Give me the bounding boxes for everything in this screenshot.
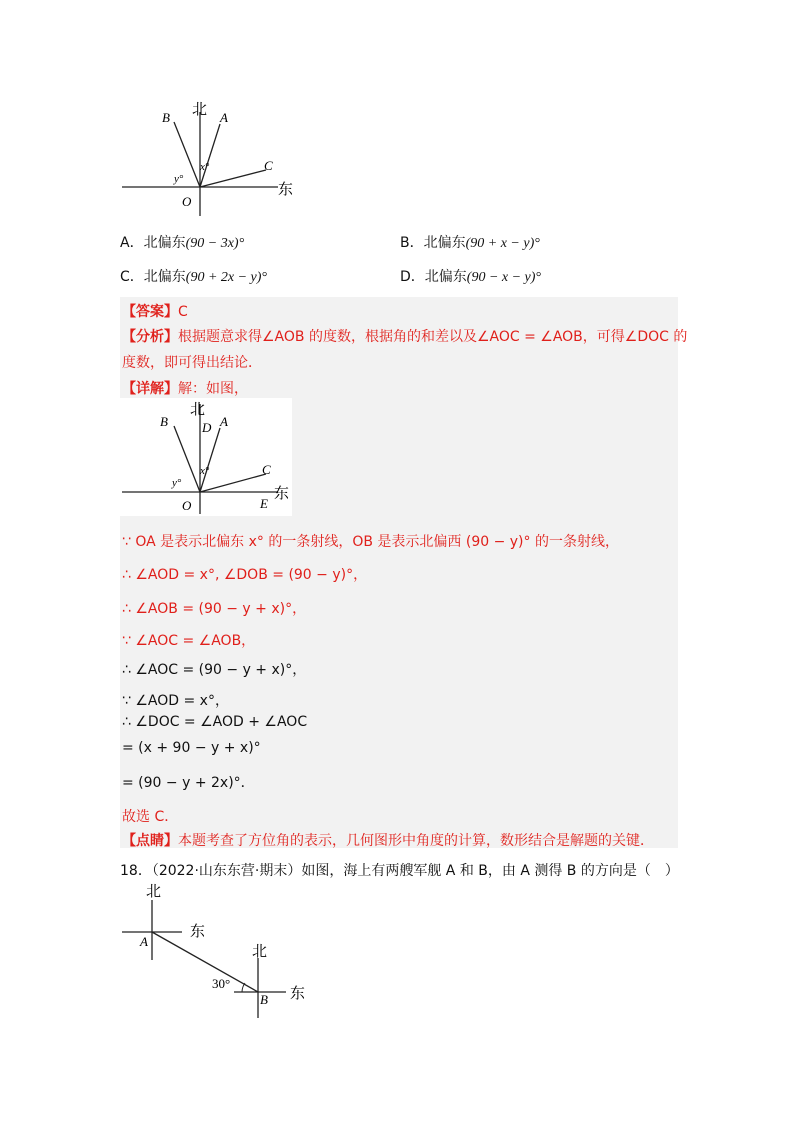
fig3-angle-label: 30° <box>212 976 231 991</box>
fig2-label-e: E <box>260 496 268 511</box>
comment-line: 【点睛】本题考查了方位角的表示，几何图形中角度的计算，数形结合是解题的关键． <box>122 833 654 849</box>
fig2-label-o: O <box>182 498 192 513</box>
solution-step-9: = (90 − y + 2x)°． <box>122 775 255 791</box>
solution-step-8: = (x + 90 − y + x)° <box>122 740 261 756</box>
option-c: C．北偏东(90 + 2x − y)° <box>120 269 268 285</box>
option-b: B．北偏东(90 + x − y)° <box>400 235 540 251</box>
fig1-east: 东 <box>278 182 294 198</box>
fig1-north: 北 <box>192 102 208 118</box>
conclusion-line: 故选 C． <box>122 809 179 825</box>
fig1-label-a: A <box>220 110 228 125</box>
fig3-north-b: 北 <box>252 944 268 960</box>
fig1-label-x: x° <box>200 161 210 173</box>
analysis-line-2: 度数，即可得出结论． <box>122 355 262 371</box>
fig3-label-b: B <box>260 992 268 1007</box>
fig1-label-c: C <box>264 158 273 173</box>
solution-step-3: ∴ ∠AOB = (90 − y + x)°， <box>122 601 307 617</box>
fig2-label-c: C <box>262 462 271 477</box>
fig2-label-x: x° <box>200 465 210 477</box>
option-d: D．北偏东(90 − x − y)° <box>400 269 542 285</box>
answer-line: 【答案】C <box>122 304 188 320</box>
fig3-east-b: 东 <box>290 986 306 1002</box>
fig3-label-a: A <box>140 934 148 949</box>
detail-line: 【详解】解：如图， <box>122 381 248 397</box>
solution-step-5: ∴ ∠AOC = (90 − y + x)°， <box>122 662 307 678</box>
option-a: A．北偏东(90 − 3x)° <box>120 235 245 251</box>
solution-step-2: ∴ ∠AOD = x°, ∠DOB = (90 − y)°， <box>122 567 368 583</box>
figure-3-diagram <box>118 880 328 1020</box>
figure-2-diagram <box>120 398 292 516</box>
fig1-label-b: B <box>162 110 170 125</box>
fig2-label-d: D <box>202 420 212 435</box>
solution-step-7: ∴ ∠DOC = ∠AOD + ∠AOC <box>122 714 308 730</box>
analysis-line-1: 【分析】根据题意求得∠AOB 的度数，根据角的和差以及∠AOC = ∠AOB，可得∠DOC 的 <box>122 329 688 345</box>
fig3-north-a: 北 <box>146 884 162 900</box>
solution-step-1: ∵ OA 是表示北偏东 x° 的一条射线，OB 是表示北偏西 (90 − y)° 的一条射线， <box>122 534 619 550</box>
fig2-east: 东 <box>274 486 290 502</box>
fig2-north: 北 <box>190 402 206 418</box>
fig1-label-o: O <box>182 194 192 209</box>
solution-step-6: ∵ ∠AOD = x°， <box>122 693 229 709</box>
question-18-text: 18．（2022·山东东营·期末）如图，海上有两艘军舰 A 和 B，由 A 测得 B 的方向是（ ） <box>120 863 679 879</box>
solution-step-4: ∵ ∠AOC = ∠AOB， <box>122 633 256 649</box>
fig1-label-y: y° <box>174 173 184 185</box>
fig2-label-y: y° <box>172 477 182 489</box>
figure-1-diagram <box>118 98 298 218</box>
fig2-label-b: B <box>160 414 168 429</box>
fig3-east-a: 东 <box>190 924 206 940</box>
fig2-label-a: A <box>220 414 228 429</box>
